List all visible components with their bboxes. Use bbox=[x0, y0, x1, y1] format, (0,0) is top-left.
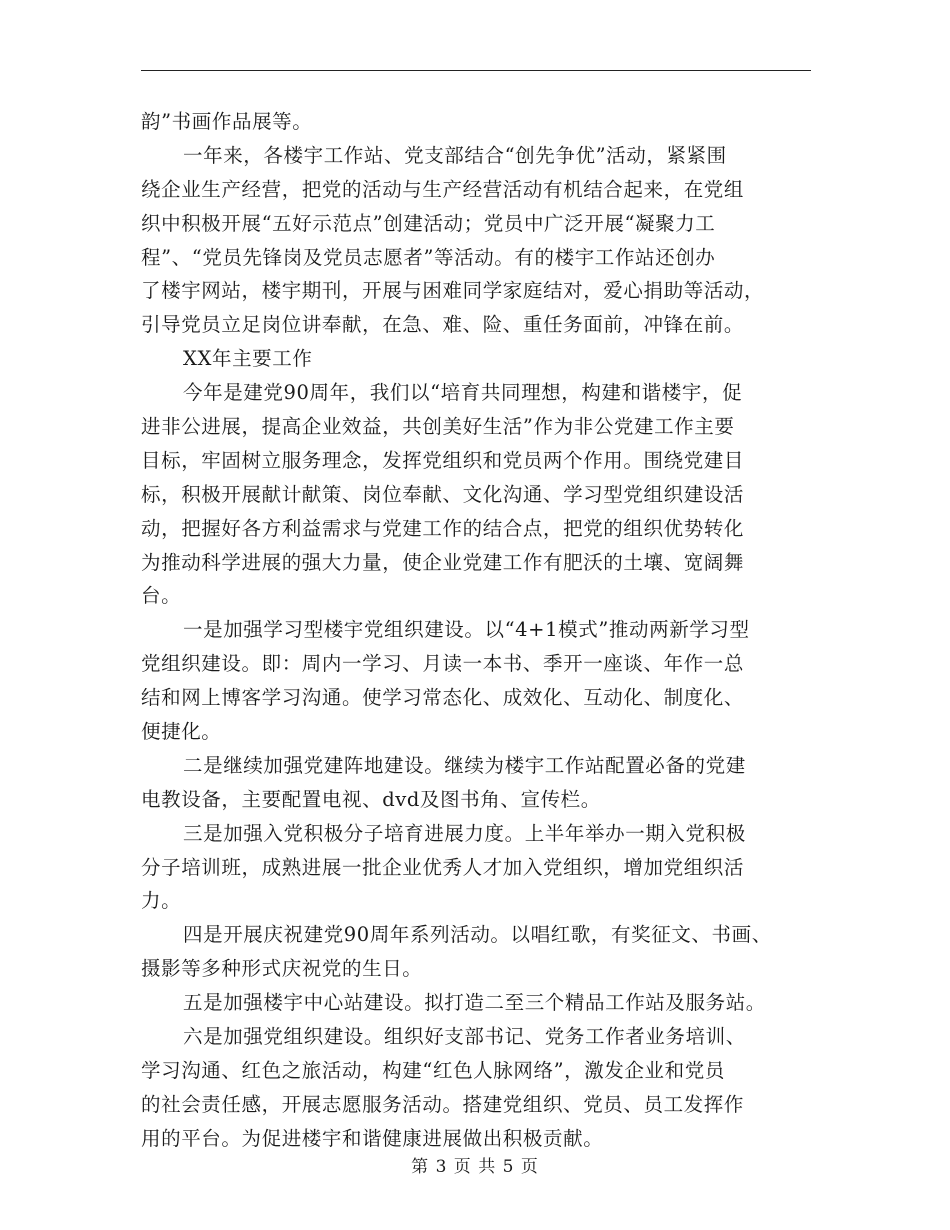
text-line: 为推动科学进展的强大力量，使企业党建工作有肥沃的土壤、宽阔舞 bbox=[141, 550, 745, 574]
text-line: 党组织建设。即：周内一学习、月读一本书、季开一座谈、年作一总 bbox=[141, 652, 745, 676]
text-line: 学习沟通、红色之旅活动，构建“红色人脉网络”，激发企业和党员 bbox=[141, 1058, 725, 1082]
text-line: 动，把握好各方利益需求与党建工作的结合点，把党的组织优势转化 bbox=[141, 516, 745, 540]
text-line: 台。 bbox=[141, 584, 182, 608]
document-body bbox=[141, 105, 813, 1156]
text-line: 绕企业生产经营，把党的活动与生产经营活动有机结合起来，在党组 bbox=[141, 177, 745, 201]
text-line: 标，积极开展献计献策、岗位奉献、文化沟通、学习型党组织建设活 bbox=[141, 482, 745, 506]
text-line: 五是加强楼宇中心站建设。拟打造二至三个精品工作站及服务站。 bbox=[183, 991, 766, 1015]
text-line: 的社会责任感，开展志愿服务活动。搭建党组织、党员、员工发挥作 bbox=[141, 1092, 745, 1116]
text-line: 结和网上博客学习沟通。使学习常态化、成效化、互动化、制度化、 bbox=[141, 686, 745, 710]
text-line: XX年主要工作 bbox=[183, 347, 313, 371]
text-line: 力。 bbox=[141, 889, 182, 913]
text-line: 引导党员立足岗位讲奉献，在急、难、险、重任务面前，冲锋在前。 bbox=[141, 313, 745, 337]
text-line: 摄影等多种形式庆祝党的生日。 bbox=[141, 957, 423, 981]
text-line: 一年来，各楼宇工作站、党支部结合“创先争优”活动，紧紧围 bbox=[183, 143, 727, 167]
text-line: 用的平台。为促进楼宇和谐健康进展做出积极贡献。 bbox=[141, 1126, 604, 1150]
text-line: 三是加强入党积极分子培育进展力度。上半年举办一期入党积极 bbox=[183, 821, 746, 845]
text-line: 四是开展庆祝建党90周年系列活动。以唱红歌，有奖征文、书画、 bbox=[183, 923, 772, 947]
text-line: 便捷化。 bbox=[141, 720, 222, 744]
text-line: 了楼宇网站，楼宇期刊，开展与困难同学家庭结对，爱心捐助等活动， bbox=[141, 279, 765, 303]
text-line: 织中积极开展“五好示范点”创建活动；党员中广泛开展“凝聚力工 bbox=[141, 211, 716, 235]
text-line: 目标，牢固树立服务理念，发挥党组织和党员两个作用。围绕党建目 bbox=[141, 448, 745, 472]
page-number-footer: 第 3 页 共 5 页 bbox=[411, 1157, 539, 1177]
text-line: 进非公进展，提高企业效益，共创美好生活”作为非公党建工作主要 bbox=[141, 415, 735, 439]
text-line: 程”、“党员先锋岗及党员志愿者”等活动。有的楼宇工作站还创办 bbox=[141, 245, 716, 269]
text-line: 今年是建党90周年，我们以“培育共同理想，构建和谐楼宇，促 bbox=[183, 381, 743, 405]
text-line: 二是继续加强党建阵地建设。继续为楼宇工作站配置必备的党建 bbox=[183, 753, 746, 777]
text-line: 电教设备，主要配置电视、dvd及图书角、宣传栏。 bbox=[141, 787, 601, 811]
text-line: 韵”书画作品展等。 bbox=[141, 110, 313, 133]
header-rule bbox=[141, 70, 811, 71]
text-line: 六是加强党组织建设。组织好支部书记、党务工作者业务培训、 bbox=[183, 1025, 746, 1049]
text-line: 分子培训班，成熟进展一批企业优秀人才加入党组织，增加党组织活 bbox=[141, 855, 745, 879]
text-line: 一是加强学习型楼宇党组织建设。以“4+1模式”推动两新学习型 bbox=[183, 618, 750, 642]
